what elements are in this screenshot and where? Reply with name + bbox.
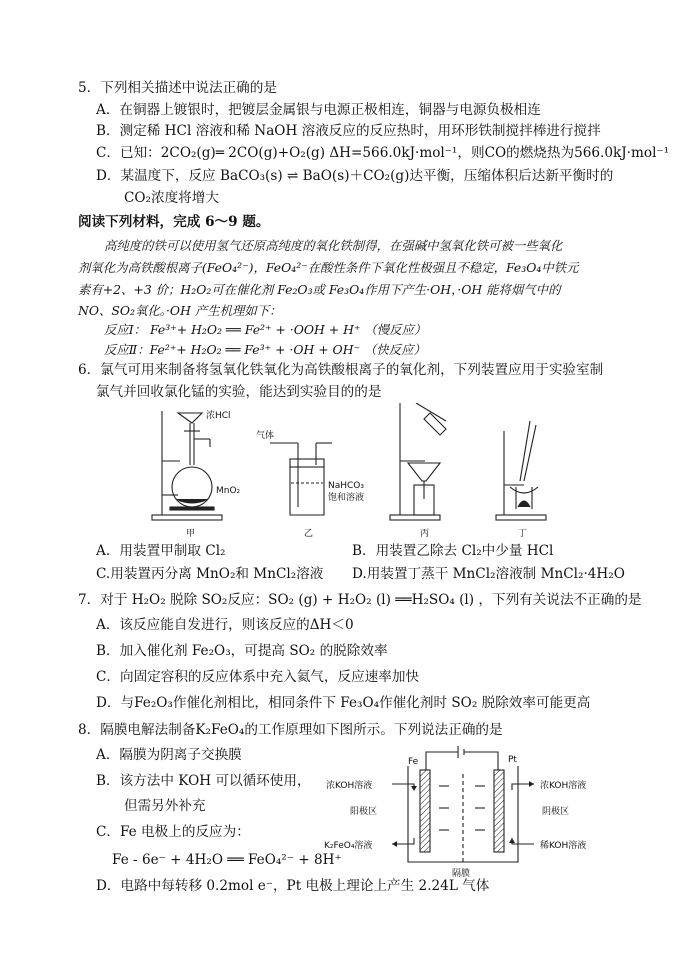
q8-option-b-line2: 但需另外补充 <box>124 798 206 814</box>
caption-yi: 乙 <box>304 529 314 539</box>
label-mno2: MnO₂ <box>216 486 241 496</box>
reaction-1: 反应Ⅰ： Fe³⁺+ H₂O₂ ══ Fe²⁺ + ·OOH + H⁺ （慢反应） <box>104 322 427 337</box>
reading-para-line2: 剂氧化为高铁酸根离子(FeO₄²⁻)，FeO₄²⁻在酸性条件下氧化性极强且不稳定，Fe₃O₄中铁元 <box>78 260 579 275</box>
q5-option-a: A．在铜器上镀银时，把镀层金属银与电源正极相连，铜器与电源负极相连 <box>96 102 541 118</box>
apparatus-ding <box>496 421 546 520</box>
q8-option-c-line2: Fe - 6e⁻ + 4H₂O ══ FeO₄²⁻ + 8H⁺ <box>112 852 342 868</box>
label-membrane: 隔膜 <box>452 869 471 879</box>
q6-option-b: B．用装置乙除去 Cl₂中少量 HCl <box>352 543 554 559</box>
label-gas: 气体 <box>256 431 275 441</box>
q7-stem: 7．对于 H₂O₂ 脱除 SO₂反应：SO₂ (g) + H₂O₂ (l) ══H₂SO₄ (l) ，下列有关说法不正确的是 <box>78 592 642 608</box>
label-conc-koh-out: 浓KOH溶液 <box>540 781 587 791</box>
apparatus-yi <box>270 443 332 515</box>
q7-option-c: C．向固定容积的反应体系中充入氦气，反应速率加快 <box>96 669 420 685</box>
q8-stem: 8．隔膜电解法制备K₂FeO₄的工作原理如下图所示。下列说法正确的是 <box>78 722 503 738</box>
label-conc-koh-in: 浓KOH溶液 <box>326 781 373 791</box>
q6-option-c: C.用装置丙分离 MnO₂和 MnCl₂溶液 <box>96 566 324 582</box>
q7-option-b: B．加入催化剂 Fe₂O₃，可提高 SO₂ 的脱除效率 <box>96 643 388 659</box>
reaction-2: 反应Ⅱ：Fe²⁺+ H₂O₂ ══ Fe³⁺ + ·OH + OH⁻ （快反应） <box>104 342 426 357</box>
fe-electrode <box>420 770 430 852</box>
q7-option-a: A．该反应能自发进行，则该反应的ΔH＜0 <box>96 617 354 633</box>
q8-option-a: A．隔膜为阴离子交换膜 <box>96 747 242 763</box>
q7-option-d: D．与Fe₂O₃作催化剂相比，相同条件下 Fe₃O₄作催化剂时 SO₂ 脱除效率可能更高 <box>96 695 591 711</box>
label-nahco3: NaHCO₃ <box>328 481 364 491</box>
solution-level-marks <box>439 786 485 830</box>
label-conc-hcl: 浓HCl <box>206 411 231 421</box>
label-fe: Fe <box>408 757 419 767</box>
apparatus-bing <box>390 403 446 520</box>
label-pt: Pt <box>508 755 517 765</box>
caption-bing: 丙 <box>420 529 430 539</box>
q8-option-b-line1: B．该方法中 KOH 可以循环使用， <box>96 773 311 789</box>
q5-stem: 5．下列相关描述中说法正确的是 <box>78 80 277 96</box>
label-k2feo4-out: K₂FeO₄溶液 <box>324 841 373 851</box>
reading-para-line1: 高纯度的铁可以使用氢气还原高纯度的氧化铁制得，在强碱中氢氧化铁可被一些氧化 <box>104 238 563 253</box>
q6-apparatus-figure <box>140 403 560 539</box>
q8-option-d: D．电路中每转移 0.2mol e⁻，Pt 电极上理论上产生 2.24L 气体 <box>96 878 490 894</box>
q5-option-d-line2: CO₂浓度将增大 <box>124 190 219 206</box>
reading-para-line4: NO、SO₂氧化。·OH 产生机理如下： <box>78 303 282 318</box>
caption-ding: 丁 <box>518 529 528 539</box>
electrolysis-cell-figure <box>322 744 622 879</box>
q5-option-b: B．测定稀 HCl 溶液和稀 NaOH 溶液反应的反应热时，用环形铁制搅拌棒进行搅拌 <box>96 123 601 139</box>
label-dilute-koh-in: 稀KOH溶液 <box>540 841 587 851</box>
q5-option-c: C．已知：2CO₂(g)═ 2CO(g)+O₂(g) ΔH=566.0kJ·mol⁻¹，则CO的燃烧热为566.0kJ·mol⁻¹ <box>96 145 670 161</box>
label-cathode-region: 阴极区 <box>542 807 570 817</box>
q6-option-d: D.用装置丁蒸干 MnCl₂溶液制 MnCl₂·4H₂O <box>352 566 625 582</box>
q6-stem-line2: 氯气并回收氯化锰的实验，能达到实验目的的是 <box>96 384 382 400</box>
q5-option-d-line1: D．某温度下，反应 BaCO₃(s) ⇌ BaO(s)＋CO₂(g)达平衡，压缩体积后达新平衡时的 <box>96 168 614 184</box>
q6-stem-line1: 6．氯气可用来制备将氢氧化铁氧化为高铁酸根离子的氧化剂，下列装置应用于实验室制 <box>78 362 604 378</box>
reading-para-line3: 素有+2、+3 价；H₂O₂可在催化剂 Fe₂O₃或 Fe₃O₄作用下产生·OH，·OH 能将烟气中的 <box>78 282 561 297</box>
apparatus-jia <box>152 411 222 520</box>
label-saturated: 饱和溶液 <box>328 493 365 503</box>
caption-jia: 甲 <box>186 529 196 539</box>
q6-option-a: A．用装置甲制取 Cl₂ <box>96 543 226 559</box>
reading-heading: 阅读下列材料，完成 6～9 题。 <box>78 214 270 230</box>
q8-option-c-line1: C．Fe 电极上的反应为： <box>96 824 250 840</box>
label-anode-region: 阳极区 <box>350 807 378 817</box>
pt-electrode <box>494 770 504 852</box>
